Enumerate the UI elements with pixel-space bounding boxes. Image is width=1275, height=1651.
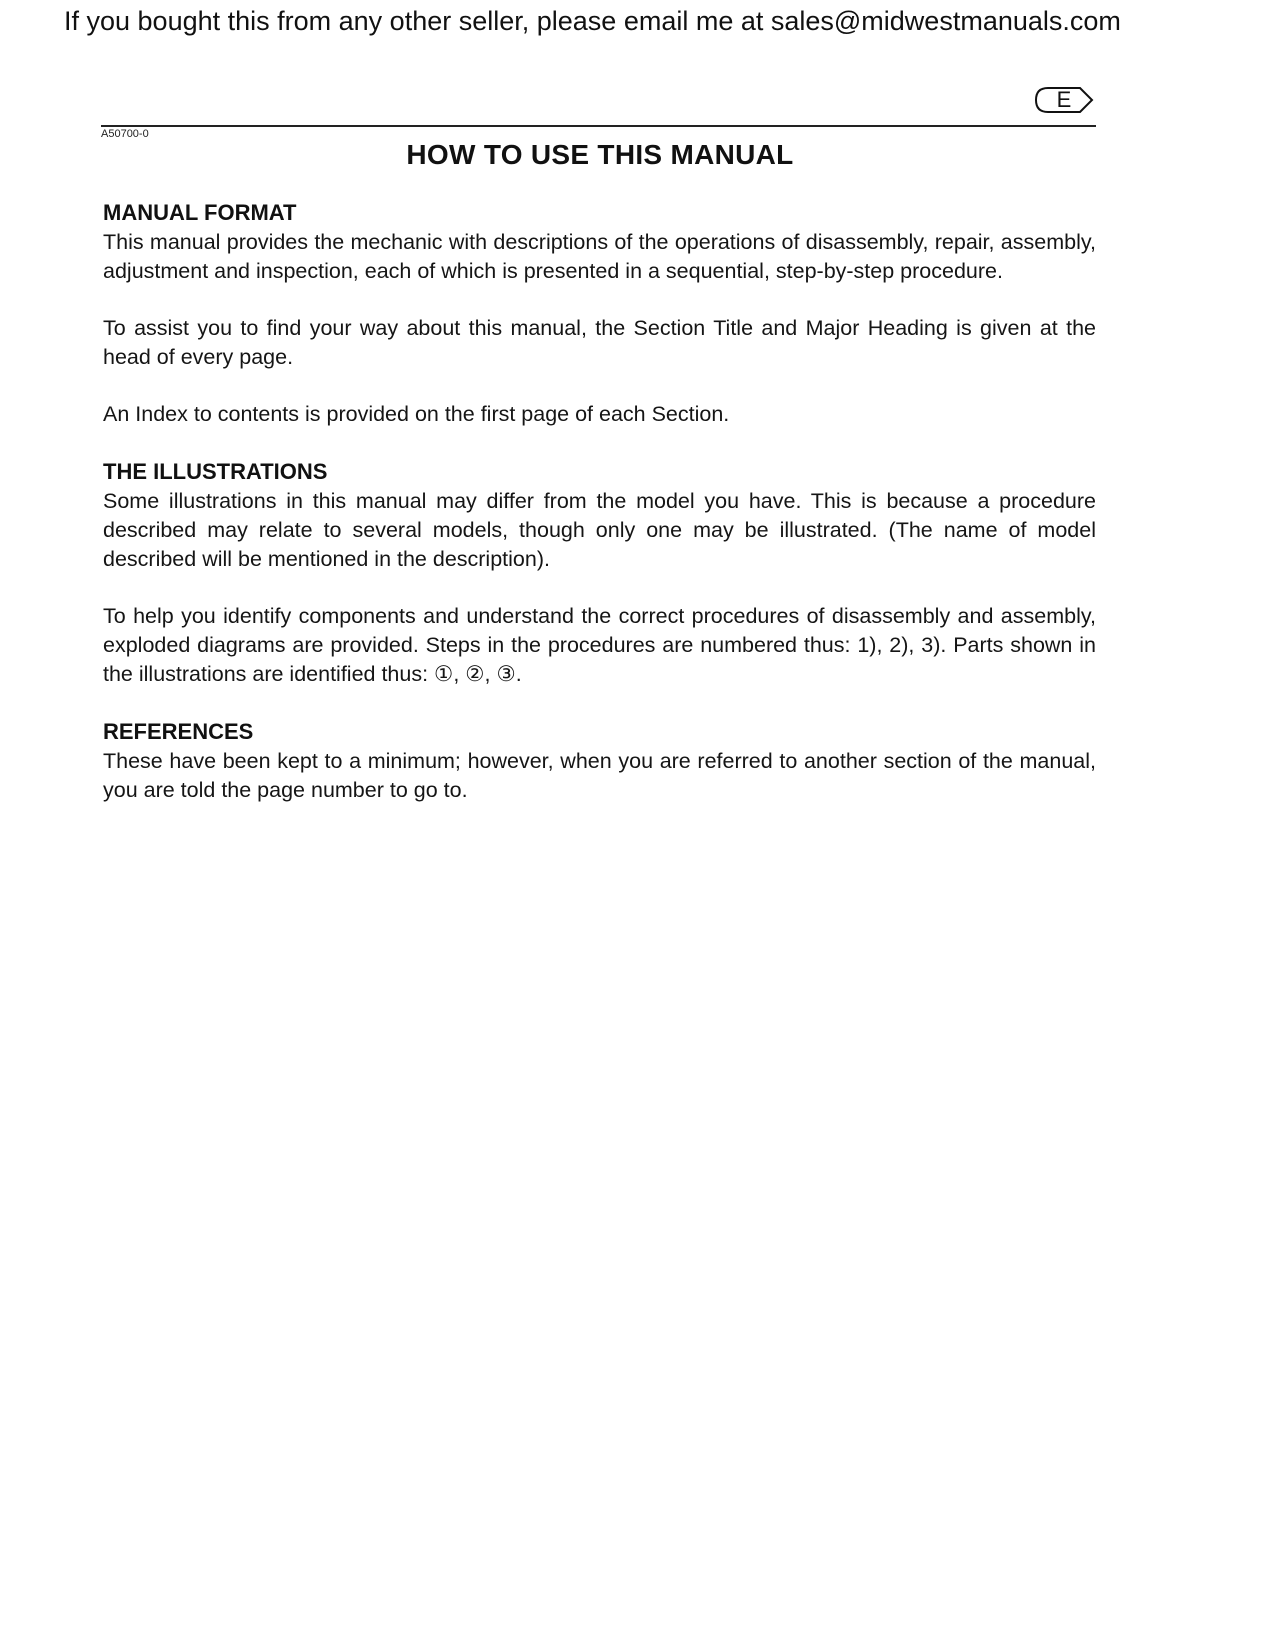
- paragraph-illustrations-1: Some illustrations in this manual may differ from the model you have. This is because a procedure described may relate to several models, though only one may be illustrated. (The name of model described will be mentioned in the description).: [103, 489, 1096, 571]
- language-badge: [1034, 86, 1094, 114]
- paragraph-illustrations-2: To help you identify components and understand the correct procedures of disassembly and assembly, exploded diagrams are provided. Steps in the procedures are numbered thus: 1), 2), 3). Parts shown in the illustrations are identified thus: ①, ②, ③.: [103, 604, 1096, 686]
- paragraph-manual-format-1: This manual provides the mechanic with descriptions of the operations of disassembly, repair, assembly, adjustment and inspection, each of which is presented in a sequential, step-by-step procedure.: [103, 230, 1096, 283]
- section-heading-references: REFERENCES: [103, 719, 254, 744]
- paragraph-manual-format-3: An Index to contents is provided on the first page of each Section.: [103, 402, 730, 426]
- page-title: HOW TO USE THIS MANUAL: [406, 139, 794, 170]
- language-badge-letter: E: [1056, 87, 1072, 112]
- manual-content: [103, 198, 1096, 805]
- seller-notice: If you bought this from any other seller, please email me at sales@midwestmanuals.com: [64, 6, 1121, 36]
- section-heading-manual-format: MANUAL FORMAT: [103, 200, 297, 225]
- header-rule: [101, 125, 1096, 127]
- section-references: [103, 717, 1096, 805]
- section-illustrations: [103, 457, 1096, 689]
- section-heading-illustrations: THE ILLUSTRATIONS: [103, 459, 328, 484]
- paragraph-references-1: These have been kept to a minimum; however, when you are referred to another section of the manual, you are told the page number to go to.: [103, 749, 1096, 802]
- section-manual-format: [103, 198, 1096, 429]
- paragraph-manual-format-2: To assist you to find your way about this manual, the Section Title and Major Heading is given at the head of every page.: [103, 316, 1096, 369]
- document-code: A50700-0: [101, 128, 149, 140]
